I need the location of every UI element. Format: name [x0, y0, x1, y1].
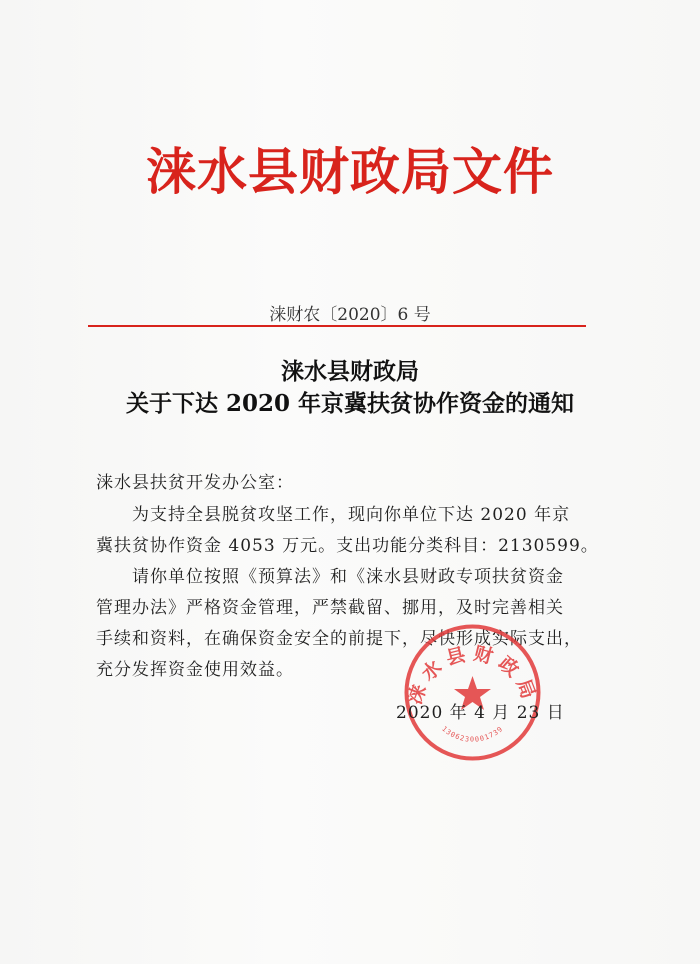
- official-seal: [400, 620, 545, 765]
- document-number: 涞财农〔2020〕6 号: [269, 305, 431, 325]
- seal-text: 涞水县财政局: [403, 642, 542, 708]
- document-date: 2020 年 4 月 23 日: [396, 703, 565, 723]
- paragraph-line: 充分发挥资金使用效益。: [96, 660, 294, 680]
- paragraph-line: 管理办法》严格资金管理，严禁截留、挪用，及时完善相关: [96, 598, 564, 618]
- document-title-line2: 关于下达 2020 年京冀扶贫协作资金的通知: [125, 390, 575, 417]
- svg-text:1306230001739: [440, 725, 505, 744]
- seal-code: 1306230001739: [440, 724, 505, 744]
- red-divider-line: [88, 325, 586, 327]
- document-title-line1: 涞水县财政局: [281, 358, 419, 385]
- paragraph-line: 请你单位按照《预算法》和《涞水县财政专项扶贫资金: [132, 567, 564, 587]
- document-masthead: 涞水县财政局文件: [146, 143, 554, 201]
- salutation: 涞水县扶贫开发办公室：: [96, 473, 294, 493]
- paragraph-line: 冀扶贫协作资金 4053 万元。支出功能分类科目：2130599。: [96, 536, 599, 556]
- paragraph-line: 手续和资料，在确保资金安全的前提下，尽快形成实际支出，: [96, 629, 582, 649]
- paragraph-line: 为支持全县脱贫攻坚工作，现向你单位下达 2020 年京: [132, 505, 571, 525]
